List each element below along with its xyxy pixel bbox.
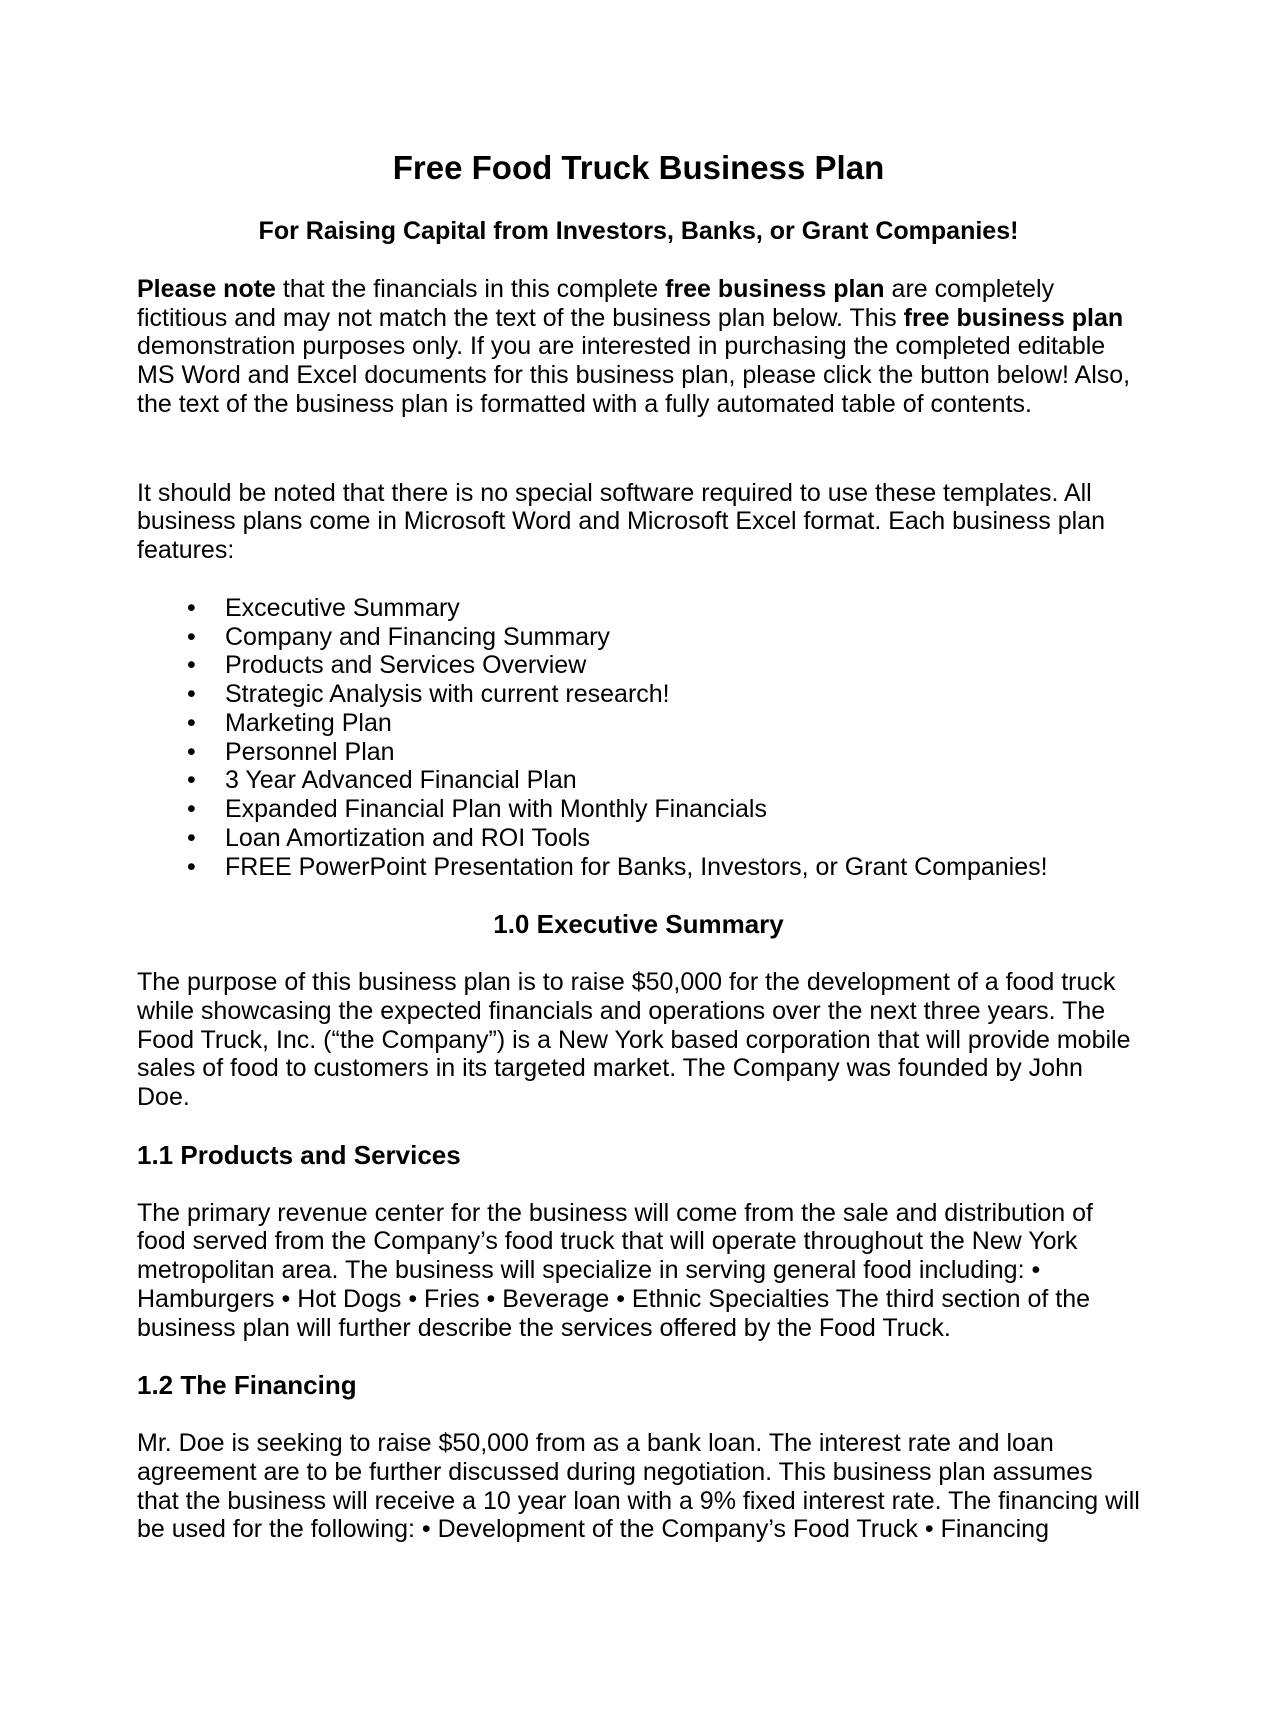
feature-item-expanded-financial-plan: • Expanded Financial Plan with Monthly Financials xyxy=(137,795,1140,824)
feature-item-products-services-overview: • Products and Services Overview xyxy=(137,651,1140,680)
intro-text-segment: demonstration purposes only. If you are interested in purchasing the completed editable MS Word and Excel documents for this business plan, please click the button below! Also, the text of the business plan is formatted with a fully automated table of contents. xyxy=(137,332,1131,418)
section-1-0-body: The purpose of this business plan is to raise $50,000 for the development of a food truck while showcasing the expected financials and operations over the next three years. The Food Truck, Inc. (“the Company”) is a New York based corporation that will provide mobile sales of food to customers in its targeted market. The Company was founded by John Doe. xyxy=(137,968,1131,1111)
section-heading-1-1-products-and-services: 1.1 Products and Services xyxy=(137,1139,461,1170)
intro-text-segment: that the financials in this complete xyxy=(275,274,666,303)
section-heading-1-0-executive-summary: 1.0 Executive Summary xyxy=(493,909,784,940)
feature-item-free-powerpoint: • FREE PowerPoint Presentation for Banks, Investors, or Grant Companies! xyxy=(137,853,1140,882)
section-1-2-body: Mr. Doe is seeking to raise $50,000 from as a bank loan. The interest rate and loan agreement are to be further discussed during negotiation. This business plan assumes that the business will receive a 10 year loan with a 9% fixed interest rate. The financing will be used for the following: • Development of the Company’s Food Truck • Financing xyxy=(137,1429,1140,1544)
feature-item-company-financing-summary: • Company and Financing Summary xyxy=(137,623,1140,652)
features-list xyxy=(137,594,1140,882)
feature-item-strategic-analysis: • Strategic Analysis with current research! xyxy=(137,680,1140,709)
intro-text-segment: are completely fictitious and may not match the text of the business plan below. This xyxy=(137,274,1055,332)
document-title: Free Food Truck Business Plan xyxy=(392,149,885,186)
intro-bold-free-business-plan-1: free business plan xyxy=(665,274,885,303)
templates-note-paragraph: It should be noted that there is no special software required to use these templates. All business plans come in Microsoft Word and Microsoft Excel format. Each business plan features: xyxy=(137,478,1106,564)
feature-item-personnel-plan: • Personnel Plan xyxy=(137,738,1140,767)
document-subtitle: For Raising Capital from Investors, Banks, or Grant Companies! xyxy=(258,217,1019,245)
section-heading-1-2-the-financing: 1.2 The Financing xyxy=(137,1370,357,1401)
section-1-1-body: The primary revenue center for the business will come from the sale and distribution of food served from the Company’s food truck that will operate throughout the New York metropolitan area. The business will specialize in serving general food including: • Hamburgers • Hot Dogs • Fries • Beverage • Ethnic Specialties The third section of the business plan will further describe the services offered by the Food Truck. xyxy=(137,1198,1094,1342)
feature-item-marketing-plan: • Marketing Plan xyxy=(137,709,1140,738)
feature-item-executive-summary: • Excecutive Summary xyxy=(137,594,1140,623)
intro-paragraph xyxy=(137,275,1140,419)
intro-bold-free-business-plan-2: free business plan xyxy=(903,303,1124,332)
intro-bold-please-note: Please note xyxy=(137,274,276,303)
feature-item-loan-amortization-roi: • Loan Amortization and ROI Tools xyxy=(137,824,1140,853)
feature-item-3-year-financial-plan: • 3 Year Advanced Financial Plan xyxy=(137,766,1140,795)
